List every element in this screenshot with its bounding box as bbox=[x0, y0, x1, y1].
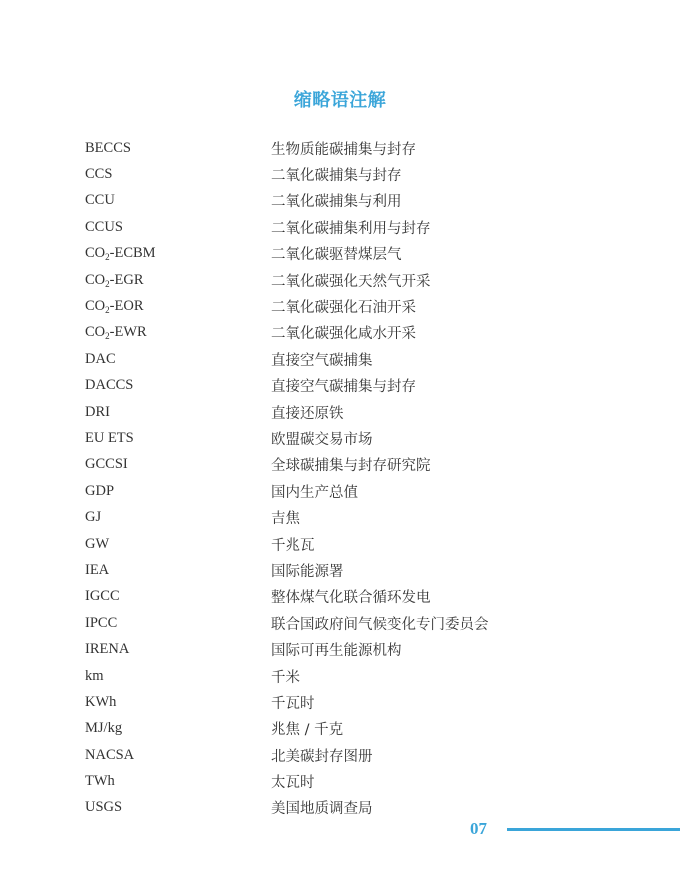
abbreviation-term-subscript: 2 bbox=[105, 305, 110, 316]
abbreviation-row bbox=[85, 452, 605, 478]
abbreviation-definition: 千米 bbox=[271, 669, 300, 686]
abbreviation-term-subscript: 2 bbox=[105, 331, 110, 342]
abbreviation-term: BECCS bbox=[85, 139, 131, 156]
abbreviation-term: IRENA bbox=[85, 641, 130, 658]
abbreviation-definition: 二氧化碳强化石油开采 bbox=[271, 300, 416, 317]
abbreviation-row bbox=[85, 584, 605, 610]
abbreviation-term-suffix: -EWR bbox=[109, 324, 147, 341]
abbreviation-row bbox=[85, 768, 605, 794]
abbreviation-term bbox=[85, 245, 271, 262]
abbreviation-definition: 吉焦 bbox=[271, 511, 300, 528]
abbreviation-row bbox=[85, 373, 605, 399]
footer-rule bbox=[507, 828, 680, 831]
abbreviation-definition: 美国地质调查局 bbox=[271, 801, 373, 818]
abbreviation-term: NACSA bbox=[85, 746, 135, 763]
abbreviation-definition: 二氧化碳捕集利用与封存 bbox=[271, 220, 431, 237]
abbreviation-term: km bbox=[85, 667, 104, 684]
abbreviation-definition: 国际可再生能源机构 bbox=[271, 643, 402, 660]
abbreviation-definition: 千瓦时 bbox=[271, 695, 315, 712]
abbreviation-definition: 北美碳封存图册 bbox=[271, 748, 373, 765]
abbreviation-row bbox=[85, 610, 605, 636]
abbreviation-row bbox=[85, 557, 605, 583]
abbreviation-row bbox=[85, 425, 605, 451]
abbreviation-definition: 生物质能碳捕集与封存 bbox=[271, 141, 416, 158]
abbreviation-row bbox=[85, 267, 605, 293]
abbreviation-row bbox=[85, 531, 605, 557]
abbreviation-row bbox=[85, 636, 605, 662]
abbreviation-row bbox=[85, 795, 605, 821]
abbreviation-term: GDP bbox=[85, 482, 115, 499]
abbreviation-term-suffix: -ECBM bbox=[109, 245, 156, 262]
abbreviation-row bbox=[85, 689, 605, 715]
abbreviation-term: GJ bbox=[85, 509, 102, 526]
abbreviation-row bbox=[85, 742, 605, 768]
abbreviation-term: IEA bbox=[85, 561, 110, 578]
abbreviation-row bbox=[85, 663, 605, 689]
abbreviation-definition: 全球碳捕集与封存研究院 bbox=[271, 458, 431, 475]
abbreviation-term bbox=[85, 324, 271, 341]
abbreviation-term: IGCC bbox=[85, 588, 120, 605]
abbreviation-term bbox=[85, 298, 271, 315]
abbreviation-term: KWh bbox=[85, 693, 117, 710]
abbreviation-term-subscript: 2 bbox=[105, 252, 110, 263]
abbreviation-definition: 直接还原铁 bbox=[271, 405, 344, 422]
abbreviation-term-suffix: -EOR bbox=[109, 298, 144, 315]
abbreviation-definition: 欧盟碳交易市场 bbox=[271, 431, 373, 448]
abbreviation-definition: 国际能源署 bbox=[271, 563, 344, 580]
abbreviation-row bbox=[85, 716, 605, 742]
abbreviation-term: USGS bbox=[85, 799, 123, 816]
abbreviation-definition: 整体煤气化联合循环发电 bbox=[271, 590, 431, 607]
abbreviation-term-prefix: CO bbox=[85, 271, 106, 288]
abbreviation-term: DACCS bbox=[85, 377, 134, 394]
abbreviation-term: CCS bbox=[85, 166, 113, 183]
abbreviation-row bbox=[85, 241, 605, 267]
abbreviation-definition: 直接空气碳捕集 bbox=[271, 352, 373, 369]
page-number: 07 bbox=[470, 819, 487, 838]
abbreviation-row bbox=[85, 214, 605, 240]
abbreviation-term: CCUS bbox=[85, 218, 123, 235]
abbreviation-term bbox=[85, 272, 271, 289]
abbreviation-definition: 太瓦时 bbox=[271, 775, 315, 792]
abbreviation-term: CCU bbox=[85, 192, 115, 209]
abbreviation-term: TWh bbox=[85, 773, 115, 790]
abbreviation-row bbox=[85, 346, 605, 372]
abbreviation-definition: 联合国政府间气候变化专门委员会 bbox=[271, 616, 489, 633]
abbreviation-term-suffix: -EGR bbox=[109, 271, 144, 288]
abbreviation-term: DRI bbox=[85, 403, 110, 420]
abbreviation-row bbox=[85, 188, 605, 214]
abbreviation-term-subscript: 2 bbox=[105, 278, 110, 289]
abbreviation-row bbox=[85, 504, 605, 530]
abbreviation-definition: 国内生产总值 bbox=[271, 484, 358, 501]
page-title: 缩略语注解 bbox=[293, 90, 387, 111]
abbreviation-row bbox=[85, 135, 605, 161]
abbreviation-list bbox=[85, 135, 605, 821]
abbreviation-definition: 二氧化碳强化天然气开采 bbox=[271, 273, 431, 290]
abbreviation-term-prefix: CO bbox=[85, 298, 106, 315]
abbreviation-row bbox=[85, 399, 605, 425]
abbreviation-definition: 二氧化碳捕集与利用 bbox=[271, 194, 402, 211]
abbreviation-term: DAC bbox=[85, 350, 116, 367]
abbreviation-term-prefix: CO bbox=[85, 245, 106, 262]
abbreviation-term: GW bbox=[85, 535, 110, 552]
abbreviation-term: MJ/kg bbox=[85, 720, 123, 737]
abbreviation-term-prefix: CO bbox=[85, 324, 106, 341]
abbreviation-definition: 二氧化碳捕集与封存 bbox=[271, 168, 402, 185]
abbreviation-term: EU ETS bbox=[85, 429, 134, 446]
abbreviation-definition: 千兆瓦 bbox=[271, 537, 315, 554]
abbreviation-row bbox=[85, 161, 605, 187]
abbreviation-definition: 二氧化碳驱替煤层气 bbox=[271, 247, 402, 264]
abbreviation-definition: 兆焦 / 千克 bbox=[271, 722, 344, 739]
abbreviation-row bbox=[85, 478, 605, 504]
abbreviation-definition: 二氧化碳强化咸水开采 bbox=[271, 326, 416, 343]
abbreviation-definition: 直接空气碳捕集与封存 bbox=[271, 379, 416, 396]
abbreviation-row bbox=[85, 293, 605, 319]
abbreviation-term: IPCC bbox=[85, 614, 118, 631]
abbreviation-row bbox=[85, 320, 605, 346]
abbreviation-term: GCCSI bbox=[85, 456, 128, 473]
